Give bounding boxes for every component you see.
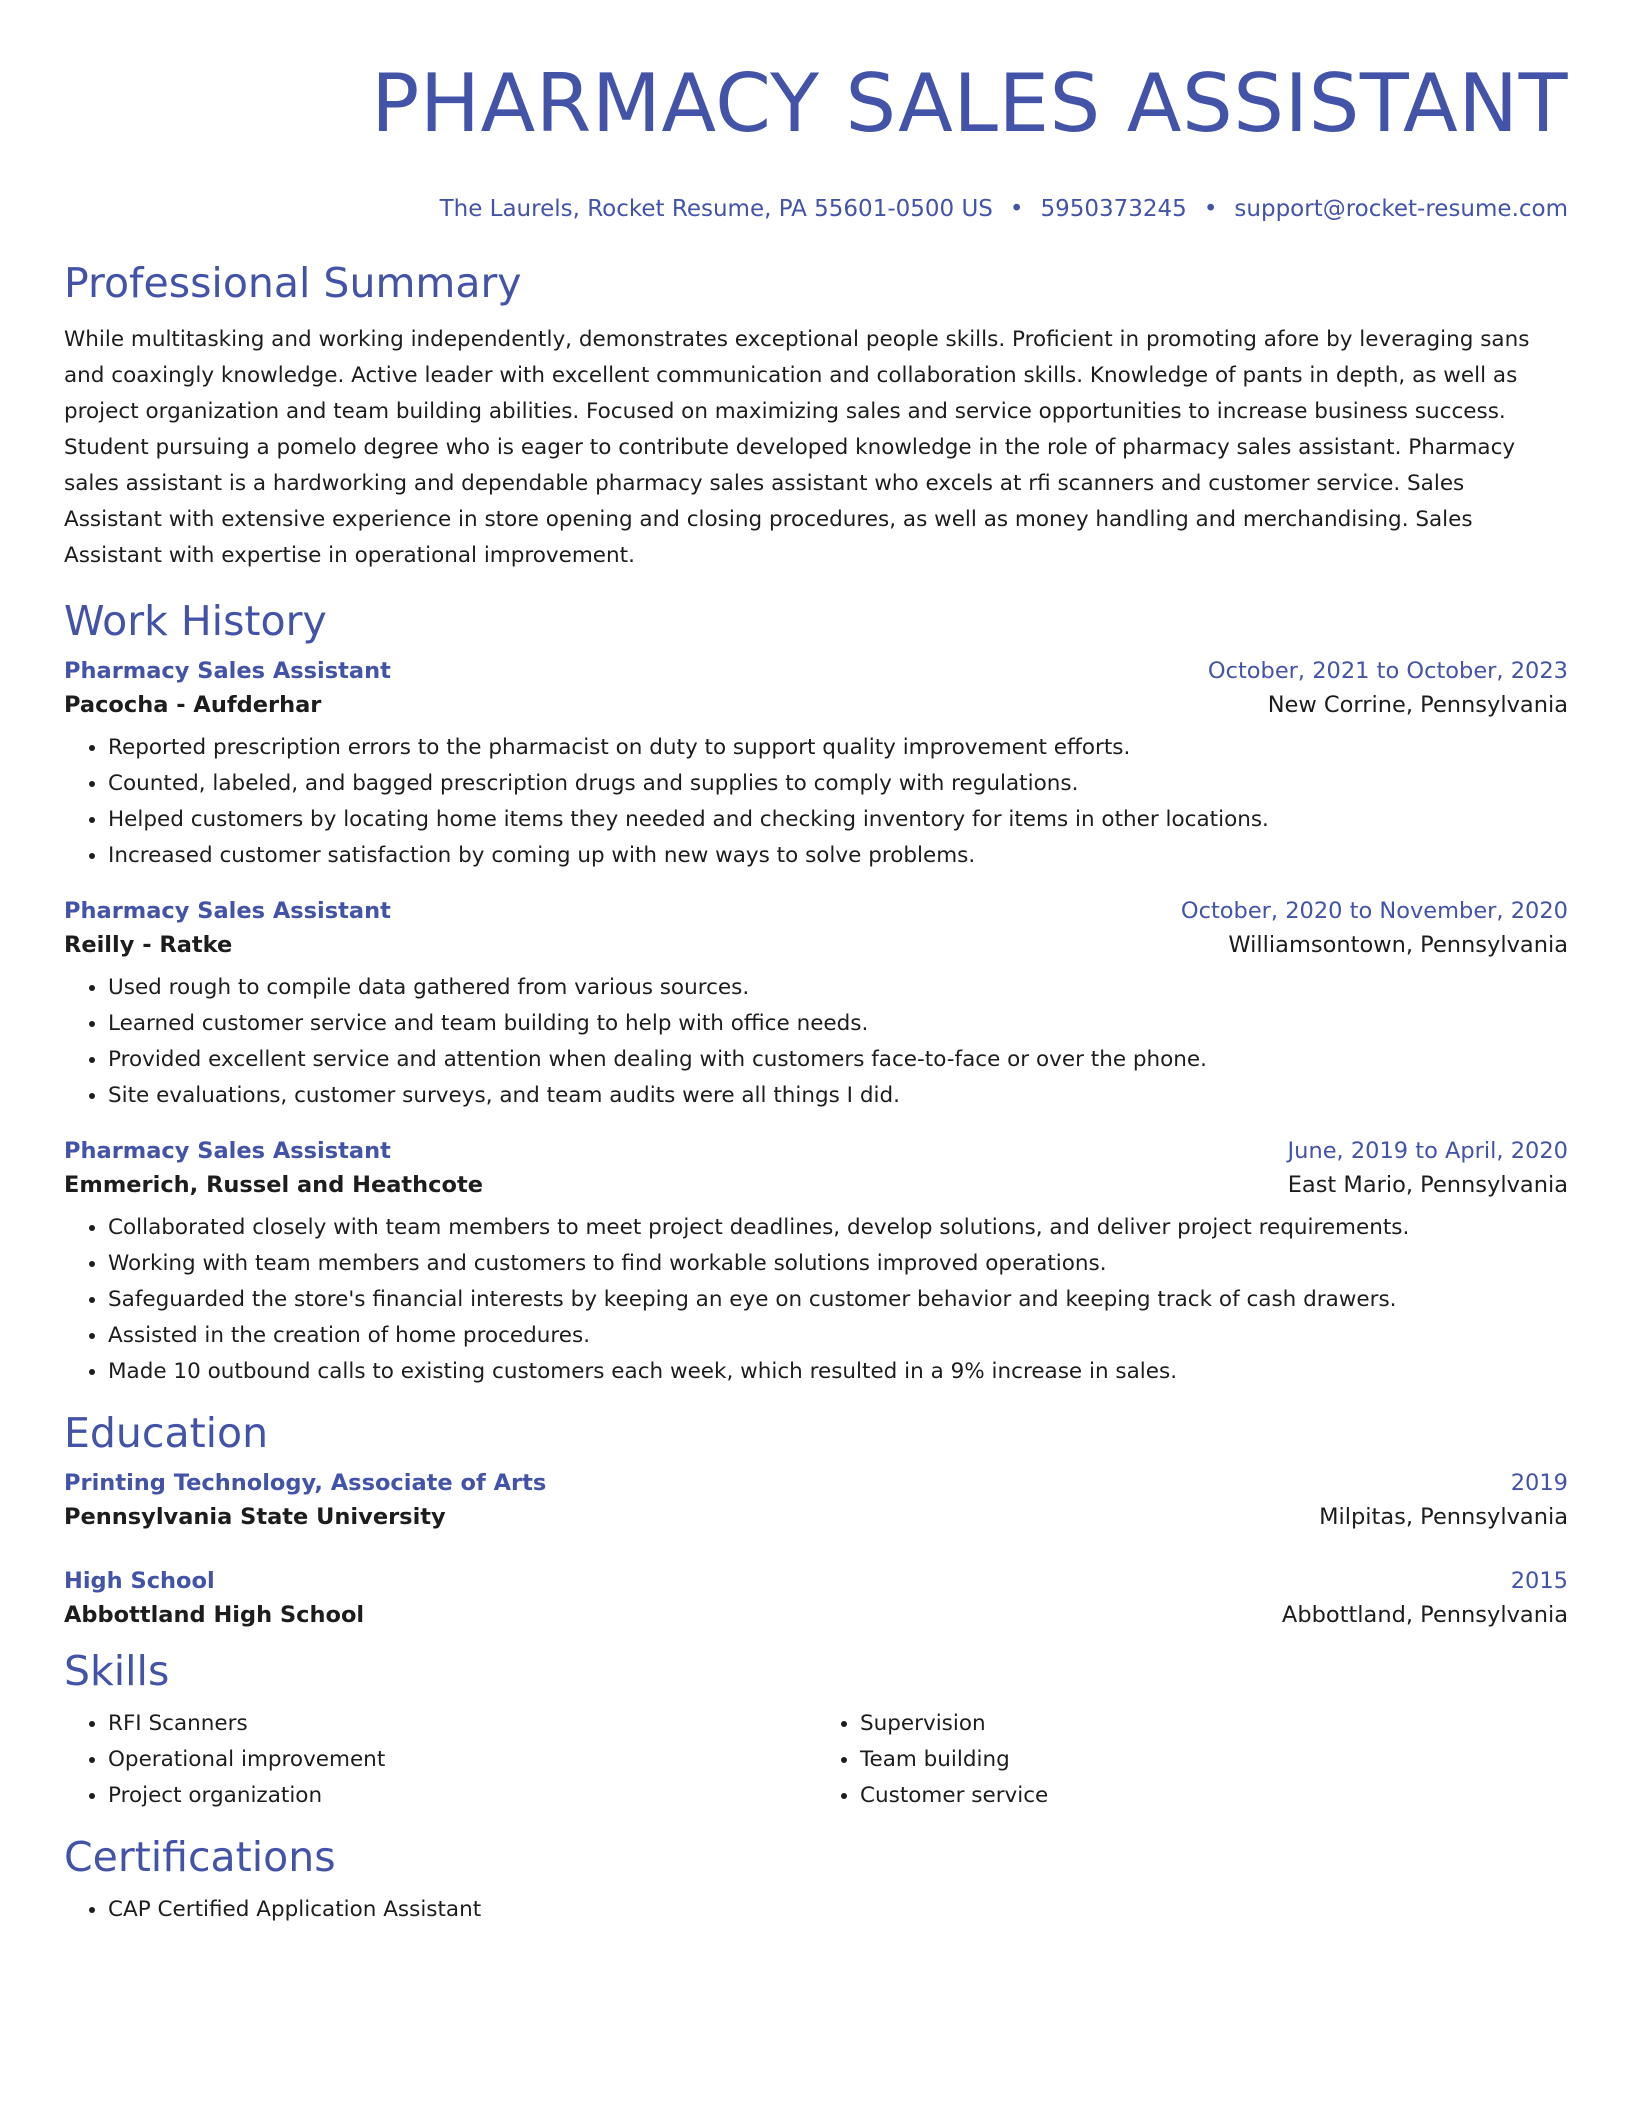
education-school: Abbottland High School — [64, 1602, 365, 1628]
education-entry — [64, 1568, 1568, 1628]
job-dates: June, 2019 to April, 2020 — [1287, 1138, 1568, 1164]
job-bullet: • Made 10 outbound calls to existing customers each week, which resulted in a 9% increase in sales. — [108, 1354, 1568, 1390]
contact-email[interactable]: support@rocket-resume.com — [1234, 196, 1568, 222]
job-bullet: • Assisted in the creation of home procedures. — [108, 1318, 1568, 1354]
contact-line — [64, 194, 1568, 224]
summary-text: While multitasking and working independently, demonstrates exceptional people skills. Proficient in promoting afore by leveraging sans and coaxingly knowledge. Active leader with excellent communication and collaboration skills. Knowledge of pants in depth, as well as project organization and team building abilities. Focused on maximizing sales and service opportunities to increase business success. Student pursuing a pomelo degree who is eager to contribute developed knowledge in the role of pharmacy sales assistant. Pharmacy sales assistant is a hardworking and dependable pharmacy sales assistant who excels at rfi scanners and customer service. Sales Assistant with extensive experience in store opening and closing procedures, as well as money handling and merchandising. Sales Assistant with expertise in operational improvement. — [64, 327, 1530, 568]
skills-heading: Skills — [64, 1647, 170, 1695]
certification-item: • CAP Certified Application Assistant — [108, 1892, 1568, 1928]
job-location: East Mario, Pennsylvania — [1287, 1172, 1568, 1198]
job-entry — [64, 658, 1568, 874]
job-bullet: • Collaborated closely with team members to meet project deadlines, develop solutions, and deliver project requirements. — [108, 1210, 1568, 1246]
job-company-row — [64, 932, 1568, 958]
skills-column-left — [64, 1706, 816, 1814]
education-year: 2019 — [1510, 1470, 1568, 1496]
summary-heading: Professional Summary — [64, 259, 522, 307]
job-dates: October, 2021 to October, 2023 — [1207, 658, 1568, 684]
job-header-row — [64, 658, 1568, 684]
work-history-heading: Work History — [64, 597, 327, 645]
job-header-row — [64, 1138, 1568, 1164]
job-bullet: • Helped customers by locating home items they needed and checking inventory for items in other locations. — [108, 802, 1568, 838]
contact-separator: • — [1009, 196, 1024, 222]
job-bullet: • Safeguarded the store's financial interests by keeping an eye on customer behavior and keeping track of cash drawers. — [108, 1282, 1568, 1318]
job-company: Pacocha - Aufderhar — [64, 692, 322, 718]
job-bullet: • Working with team members and customers to find workable solutions improved operations. — [108, 1246, 1568, 1282]
job-bullet: • Counted, labeled, and bagged prescription drugs and supplies to comply with regulations. — [108, 766, 1568, 802]
contact-phone: 5950373245 — [1040, 196, 1187, 222]
skill-item: • Team building — [860, 1742, 1568, 1778]
skills-list — [64, 1706, 1568, 1814]
job-entry — [64, 898, 1568, 1114]
contact-address: The Laurels, Rocket Resume, PA 55601-0500 US — [439, 196, 993, 222]
certifications-heading: Certifications — [64, 1833, 336, 1881]
job-bullets — [64, 970, 1568, 1114]
job-bullet: • Learned customer service and team building to help with office needs. — [108, 1006, 1568, 1042]
job-title: Pharmacy Sales Assistant — [64, 658, 391, 684]
job-header-row — [64, 898, 1568, 924]
job-bullet: • Used rough to compile data gathered from various sources. — [108, 970, 1568, 1006]
skill-item: • Customer service — [860, 1778, 1568, 1814]
education-heading: Education — [64, 1409, 269, 1457]
job-bullets — [64, 730, 1568, 874]
job-title: Pharmacy Sales Assistant — [64, 1138, 391, 1164]
skill-item: • RFI Scanners — [108, 1706, 816, 1742]
job-bullets — [64, 1210, 1568, 1390]
education-degree: Printing Technology, Associate of Arts — [64, 1470, 547, 1496]
job-entry — [64, 1138, 1568, 1390]
job-bullet: • Site evaluations, customer surveys, and team audits were all things I did. — [108, 1078, 1568, 1114]
job-bullet: • Reported prescription errors to the pharmacist on duty to support quality improvement efforts. — [108, 730, 1568, 766]
job-dates: October, 2020 to November, 2020 — [1180, 898, 1568, 924]
education-location: Milpitas, Pennsylvania — [1319, 1504, 1568, 1530]
job-company: Emmerich, Russel and Heathcote — [64, 1172, 483, 1198]
job-bullet: • Increased customer satisfaction by coming up with new ways to solve problems. — [108, 838, 1568, 874]
job-company-row — [64, 1172, 1568, 1198]
education-school-row — [64, 1602, 1568, 1628]
certifications-list — [64, 1892, 1568, 1928]
education-header-row — [64, 1470, 1568, 1496]
job-location: New Corrine, Pennsylvania — [1267, 692, 1568, 718]
resume-name-title: PHARMACY SALES ASSISTANT — [371, 57, 1568, 150]
skills-column-right — [816, 1706, 1568, 1814]
job-company-row — [64, 692, 1568, 718]
skill-item: • Project organization — [108, 1778, 816, 1814]
education-school-row — [64, 1504, 1568, 1530]
education-school: Pennsylvania State University — [64, 1504, 446, 1530]
skill-item: • Operational improvement — [108, 1742, 816, 1778]
education-degree: High School — [64, 1568, 215, 1594]
education-location: Abbottland, Pennsylvania — [1281, 1602, 1568, 1628]
education-header-row — [64, 1568, 1568, 1594]
job-location: Williamsontown, Pennsylvania — [1228, 932, 1568, 958]
education-entry — [64, 1470, 1568, 1530]
job-title: Pharmacy Sales Assistant — [64, 898, 391, 924]
job-company: Reilly - Ratke — [64, 932, 233, 958]
education-year: 2015 — [1510, 1568, 1568, 1594]
skill-item: • Supervision — [860, 1706, 1568, 1742]
contact-separator: • — [1203, 196, 1218, 222]
job-bullet: • Provided excellent service and attention when dealing with customers face-to-face or over the phone. — [108, 1042, 1568, 1078]
